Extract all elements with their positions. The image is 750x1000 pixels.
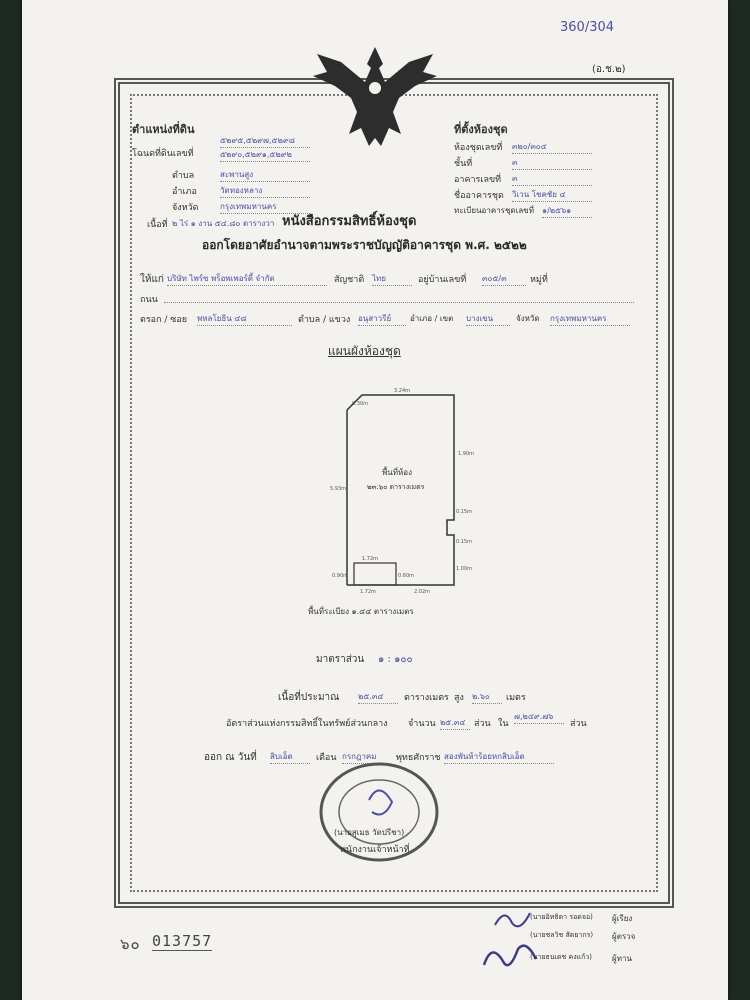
issue-year-label: พุทธศักราช xyxy=(396,753,441,763)
signer-role: ผู้เรียง xyxy=(612,914,633,923)
amphoe2-label: อำเภอ / เขต xyxy=(410,314,454,323)
amphoe-value: วัดทองหลาง xyxy=(220,184,310,198)
dim-label: 0.30m xyxy=(352,401,369,407)
moo-label: หมู่ที่ xyxy=(530,275,548,285)
condo-name-value: วิเวน โชคชัย ๔ xyxy=(512,188,592,202)
issue-prefix: ออก ณ วันที่ xyxy=(204,752,257,763)
province-value: กรุงเทพมหานคร xyxy=(220,200,310,214)
height-unit: เมตร xyxy=(506,693,526,703)
dim-label: 3.24m xyxy=(394,388,411,394)
land-deed-label: โฉนดที่ดินเลขที่ xyxy=(132,149,194,159)
room-label: พื้นที่ห้อง xyxy=(382,468,412,477)
amphoe2-value: บางเขน xyxy=(466,312,510,326)
ratio-part: ส่วน xyxy=(474,719,491,729)
condo-reg-value: ๑/๒๕๖๑ xyxy=(542,204,592,218)
address-value: ๓๐๕/๓ xyxy=(482,272,526,286)
document-title: หนังสือกรรมสิทธิ์ห้องชุด xyxy=(282,214,417,229)
ratio-in: ใน xyxy=(498,719,509,729)
area-unit: ตารางเมตร xyxy=(404,693,449,703)
dim-label: 1.00m xyxy=(456,566,473,572)
soi-label: ตรอก / ซอย xyxy=(140,315,188,325)
area-label: เนื้อที่ประมาณ xyxy=(278,692,340,703)
province-label: จังหวัด xyxy=(172,203,199,213)
condo-reg-label: ทะเบียนอาคารชุดเลขที่ xyxy=(454,206,534,215)
issue-month: กรกฎาคม xyxy=(342,750,390,764)
balcony-area: พื้นที่ระเบียง ๑.๔๔ ตารางเมตร xyxy=(308,607,414,616)
seal-name: (นายสุเมธ วัดปรีชา) xyxy=(334,828,405,837)
signer-role: ผู้ทาน xyxy=(612,954,632,963)
tambon-label: ตำบล xyxy=(172,171,195,181)
floor-plan-diagram xyxy=(322,385,475,610)
address-label: อยู่บ้านเลขที่ xyxy=(418,275,467,285)
building-label: อาคารเลขที่ xyxy=(454,175,502,185)
signer-name: (นายธนเดช คงแก้ว) xyxy=(530,953,593,961)
land-area-value: ๒ ไร่ ๑ งาน ๕๔.๘๐ ตารางวา xyxy=(172,219,275,228)
land-deed-value-2: ๕๒๙๐,๕๒๙๑,๕๒๙๒ xyxy=(220,148,310,162)
unit-number-value: ๓๒๐/๓๐๔ xyxy=(512,140,592,154)
tambon2-value: อนุสาวรีย์ xyxy=(358,312,406,326)
scale-label: มาตราส่วน xyxy=(316,654,365,665)
dim-label: 1.72m xyxy=(362,556,379,562)
tambon-value: สะพานสูง xyxy=(220,168,310,182)
dim-label: 0.15m xyxy=(456,509,473,515)
owner-value: บริษัท ไพร์ซ พร็อพเพอร์ตี้ จำกัด xyxy=(167,272,327,286)
height-label: สูง xyxy=(454,693,464,703)
dim-label: 0.60m xyxy=(398,573,415,579)
signer-name: (นายชลวิช สัตยากร) xyxy=(530,931,594,939)
signer-role: ผู้ตรวจ xyxy=(612,932,636,941)
ratio-count-value: ๒๕.๓๔ xyxy=(440,716,470,730)
ratio-part2: ส่วน xyxy=(570,719,587,729)
signer-name: (นายอิทธิดา รอดจอ) xyxy=(530,913,593,921)
unit-number-label: ห้องชุดเลขที่ xyxy=(454,143,503,153)
height-value: ๒.๖๐ xyxy=(472,690,502,704)
corner-note: 360/304 xyxy=(560,20,615,35)
land-area-label: เนื้อที่ xyxy=(147,220,168,230)
owner-label: ให้แก่ xyxy=(140,274,164,285)
ratio-count-label: จำนวน xyxy=(408,719,436,729)
document-subtitle: ออกโดยอาศัยอำนาจตามพระราชบัญญัติอาคารชุด พ.ศ. ๒๕๒๒ xyxy=(202,238,527,252)
form-number: (อ.ช.๒) xyxy=(592,64,626,75)
condo-name-label: ชื่ออาคารชุด xyxy=(454,191,504,201)
plan-heading: แผนผังห้องชุด xyxy=(328,344,401,358)
serial-prefix: ๖๐ xyxy=(120,935,141,953)
issue-month-label: เดือน xyxy=(316,753,337,763)
land-position-heading: ตำแหน่งที่ดิน xyxy=(132,123,195,136)
dim-label: 0.15m xyxy=(456,539,473,545)
nationality-value: ไทย xyxy=(372,272,412,286)
issue-day: สิบเอ็ด xyxy=(270,750,310,764)
room-area: ๒๓.๖๐ ตารางเมตร xyxy=(367,483,425,491)
road-value-line xyxy=(164,292,634,303)
scale-value: ๑ : ๑๐๐ xyxy=(378,654,413,665)
dim-label: 0.90m xyxy=(332,573,349,579)
dim-label: 1.90m xyxy=(458,451,475,457)
road-label: ถนน xyxy=(140,295,158,305)
soi-value: พหลโยธิน ๔๘ xyxy=(197,312,292,326)
dim-label: 2.02m xyxy=(414,589,431,595)
dim-label: 5.93m xyxy=(330,486,347,492)
dim-label: 1.72m xyxy=(360,589,377,595)
building-value: ๓ xyxy=(512,172,592,186)
land-deed-value: ๕๒๙๕,๕๒๙๗,๕๒๙๘ xyxy=(220,134,310,148)
province2-label: จังหวัด xyxy=(516,314,540,323)
province2-value: กรุงเทพมหานคร xyxy=(550,312,630,326)
tambon2-label: ตำบล / แขวง xyxy=(298,315,351,325)
issue-year: สองพันห้าร้อยหกสิบเอ็ด xyxy=(444,750,554,764)
serial-number: 013757 xyxy=(152,932,213,950)
ratio-label: อัตราส่วนแห่งกรรมสิทธิ์ในทรัพย์ส่วนกลาง xyxy=(226,719,388,729)
amphoe-label: อำเภอ xyxy=(172,187,197,197)
ratio-total: ๗,๒๔๙.๗๖ xyxy=(514,710,564,724)
floor-value: ๓ xyxy=(512,156,592,170)
nationality-label: สัญชาติ xyxy=(334,275,365,285)
certificate-paper xyxy=(22,0,728,1000)
area-value: ๒๕.๓๔ xyxy=(358,690,398,704)
seal-title: พนักงานเจ้าหน้าที่ xyxy=(340,845,410,855)
garuda-emblem-icon xyxy=(305,42,445,152)
floor-label: ชั้นที่ xyxy=(454,159,473,169)
condo-location-heading: ที่ตั้งห้องชุด xyxy=(454,123,508,136)
